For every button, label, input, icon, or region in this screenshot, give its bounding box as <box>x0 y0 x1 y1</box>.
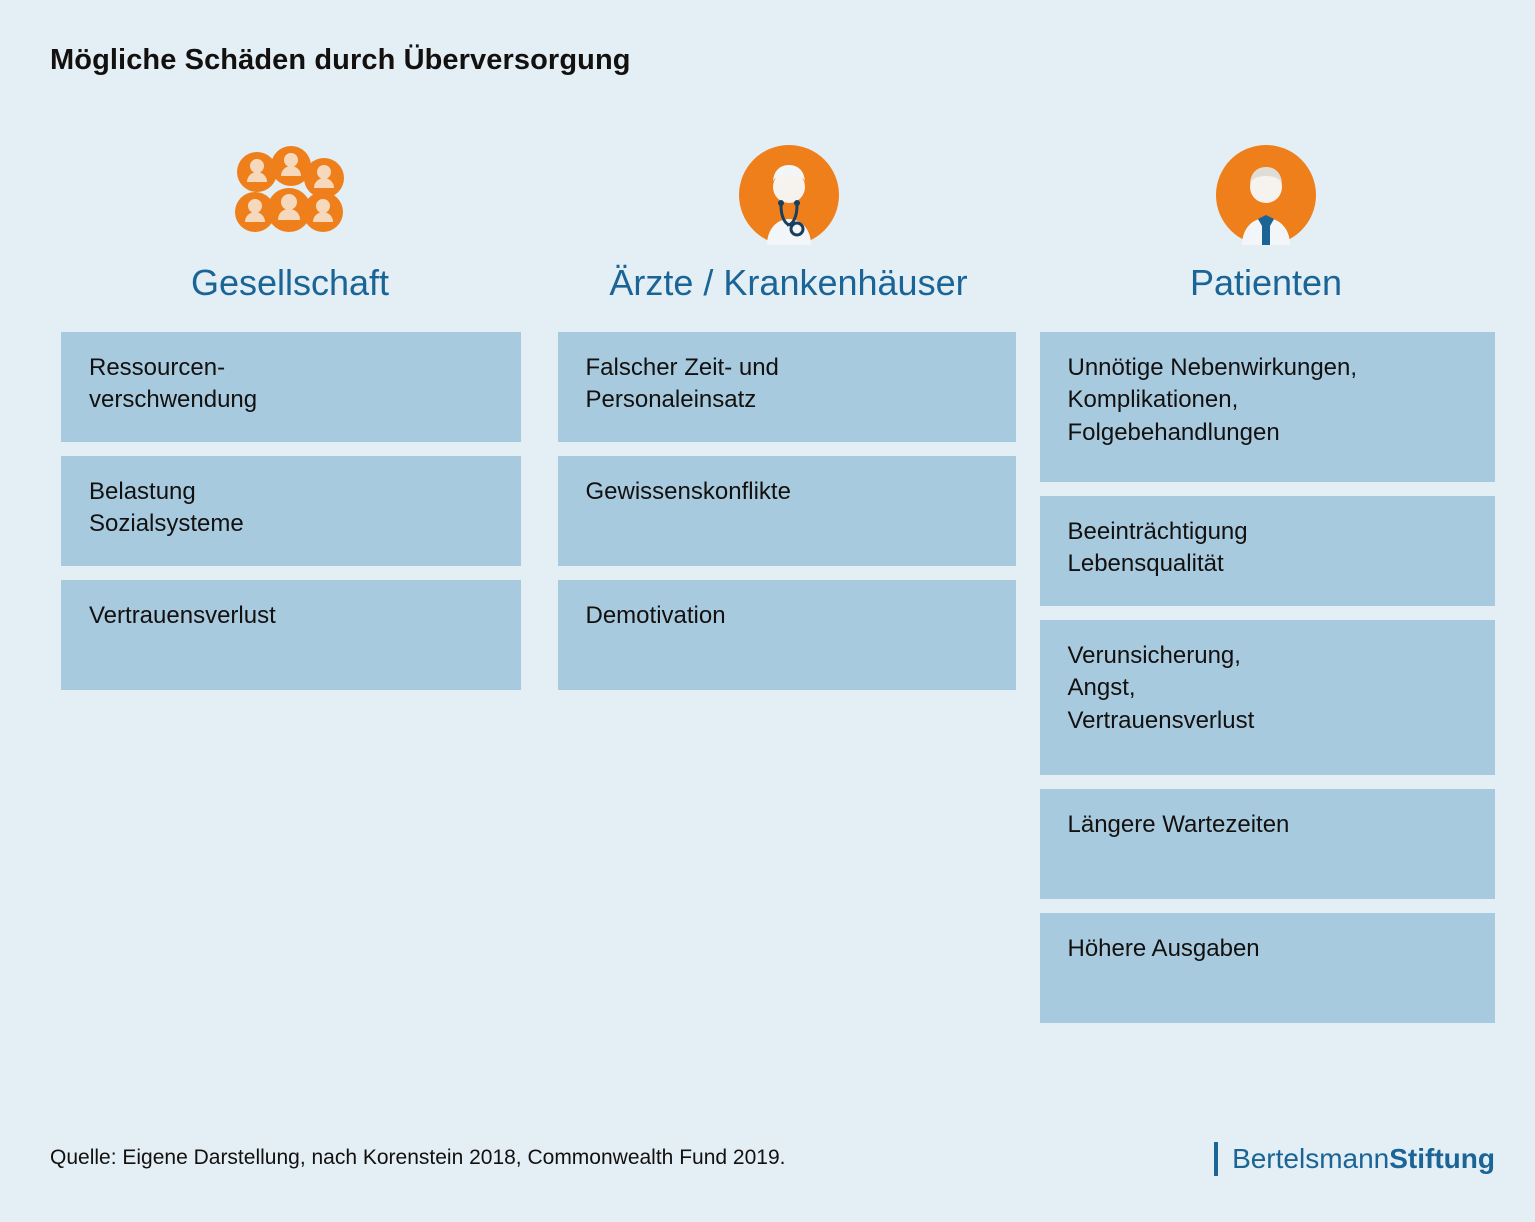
page-title: Mögliche Schäden durch Überversorgung <box>50 44 631 76</box>
list-item: Vertrauensverlust <box>61 580 521 690</box>
list-item: Ressourcen- verschwendung <box>61 332 521 442</box>
column-heading-patienten: Patienten <box>1189 262 1343 303</box>
box-list-patienten <box>1040 332 1495 1023</box>
column-heading-aerzte: Ärzte / Krankenhäuser <box>609 262 968 303</box>
box-list-gesellschaft <box>61 332 521 690</box>
column-aerzte-krankenhaeuser <box>540 140 1037 1023</box>
source-note: Quelle: Eigene Darstellung, nach Korenstein 2018, Commonwealth Fund 2019. <box>50 1146 786 1169</box>
list-item: Unnötige Nebenwirkungen, Komplikationen, Folgebehandlungen <box>1040 332 1495 482</box>
list-item: Gewissenskonflikte <box>558 456 1016 566</box>
brand-bold: Stiftung <box>1389 1143 1495 1174</box>
column-heading-gesellschaft: Gesellschaft <box>190 262 390 303</box>
list-item: Falscher Zeit- und Personaleinsatz <box>558 332 1016 442</box>
box-list-aerzte <box>558 332 1016 690</box>
list-item: Längere Wartezeiten <box>1040 789 1495 899</box>
columns-container <box>40 140 1495 1023</box>
group-people-icon <box>225 140 355 250</box>
list-item: Beeinträchtigung Lebensqualität <box>1040 496 1495 606</box>
list-item: Demotivation <box>558 580 1016 690</box>
brand-light: Bertelsmann <box>1232 1143 1390 1174</box>
column-gesellschaft <box>40 140 540 1023</box>
list-item: Belastung Sozialsysteme <box>61 456 521 566</box>
brand-logo <box>1214 1142 1495 1176</box>
column-patienten <box>1037 140 1495 1023</box>
doctor-stethoscope-icon <box>737 140 841 250</box>
brand-bar-icon <box>1214 1142 1218 1176</box>
patient-icon <box>1214 140 1318 250</box>
list-item: Höhere Ausgaben <box>1040 913 1495 1023</box>
list-item: Verunsicherung, Angst, Vertrauensverlust <box>1040 620 1495 775</box>
brand-text <box>1232 1143 1495 1175</box>
